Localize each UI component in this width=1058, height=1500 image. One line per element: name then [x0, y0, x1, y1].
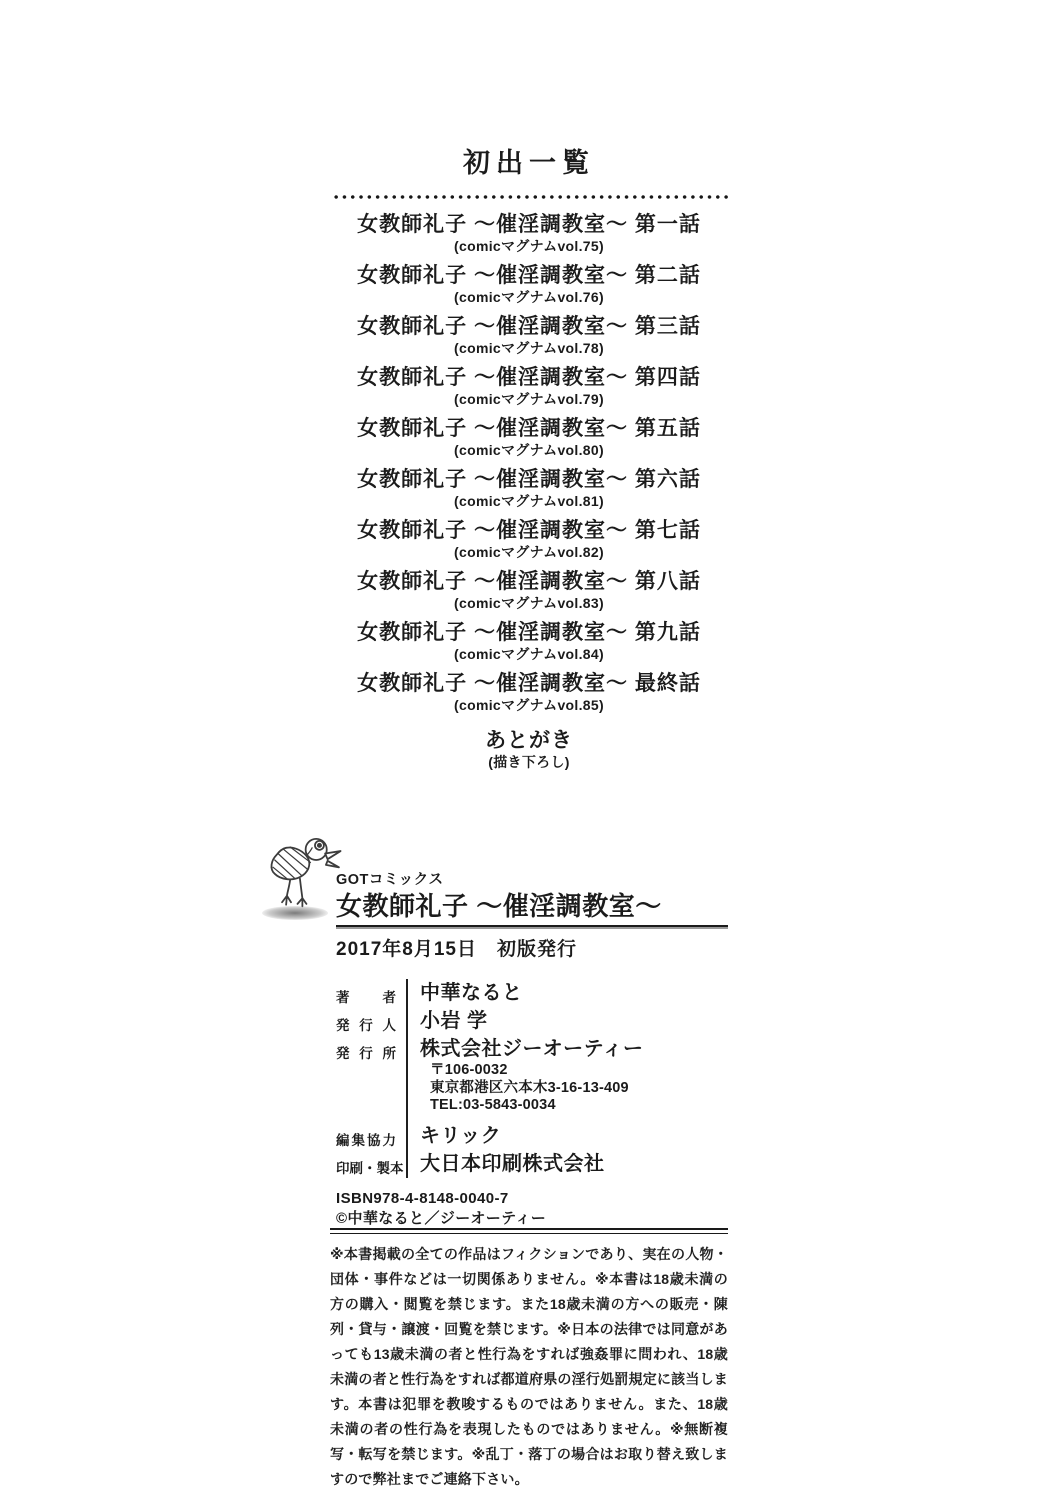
credit-row: [336, 1035, 728, 1122]
isbn-text: ISBN978-4-8148-0040-7: [336, 1189, 509, 1207]
list-item: [330, 364, 728, 407]
credit-label: 著 者: [336, 990, 396, 1005]
credit-row: [336, 1122, 728, 1150]
credit-body: [406, 1007, 728, 1035]
disclaimer-section: [330, 1228, 728, 1492]
credit-value: 大日本印刷株式会社: [420, 1152, 605, 1175]
list-item: [330, 415, 728, 458]
entry-source: (comicマグナムvol.82): [454, 544, 604, 560]
credit-address-line: TEL:03-5843-0034: [430, 1097, 556, 1113]
credit-label: 発 行 所: [336, 1046, 396, 1061]
logo-shadow: [262, 906, 328, 920]
afterword-entry: [330, 727, 728, 770]
entry-title: 女教師礼子 ～催淫調教室～ 最終話: [357, 672, 701, 695]
credit-value: 株式会社ジーオーティー: [420, 1038, 644, 1060]
credit-body: [406, 979, 728, 1007]
credit-value: 小岩 学: [420, 1010, 488, 1032]
entry-title: 女教師礼子 ～催淫調教室～ 第二話: [357, 264, 701, 287]
first-publication-section: [330, 146, 728, 778]
credits-table: [336, 979, 728, 1178]
credit-value: キリック: [420, 1124, 502, 1147]
disclaimer-rule: [330, 1228, 728, 1234]
entry-title: 女教師礼子 ～催淫調教室～ 第九話: [357, 621, 701, 644]
colophon-section: [0, 826, 1058, 1226]
credit-row: [336, 1150, 728, 1178]
entry-title: 女教師礼子 ～催淫調教室～ 第三話: [357, 315, 701, 338]
entry-source: (comicマグナムvol.75): [454, 238, 604, 254]
book-title: 女教師礼子 ～催淫調教室～: [336, 891, 662, 921]
credit-label: 発 行 人: [336, 1018, 396, 1033]
chapter-list: [330, 211, 728, 713]
list-item: [330, 262, 728, 305]
entry-source: (comicマグナムvol.85): [454, 697, 604, 713]
entry-source: (comicマグナムvol.79): [454, 391, 604, 407]
isbn-block: [336, 1189, 728, 1228]
credit-body: [406, 1035, 728, 1122]
entry-title: 女教師礼子 ～催淫調教室～ 第四話: [357, 366, 701, 389]
credit-value: 中華なると: [420, 982, 523, 1004]
credit-row: [336, 979, 728, 1007]
credit-address-line: 東京都港区六本木3-16-13-409: [430, 1079, 629, 1096]
colophon-main: [336, 826, 728, 1228]
entry-source: (comicマグナムvol.80): [454, 442, 604, 458]
entry-source: (comicマグナムvol.83): [454, 595, 604, 611]
title-rule: [336, 925, 728, 929]
entry-title: 女教師礼子 ～催淫調教室～ 第七話: [357, 519, 701, 542]
credit-label: 印 刷 ・ 製 本: [336, 1160, 404, 1176]
afterword-source: (描き下ろし): [488, 754, 570, 770]
page-title: 初出一覧: [463, 148, 595, 178]
credit-body: [406, 1122, 728, 1150]
entry-title: 女教師礼子 ～催淫調教室～ 第五話: [357, 417, 701, 440]
entry-source: (comicマグナムvol.76): [454, 289, 604, 305]
credit-row: [336, 1007, 728, 1035]
dotted-divider: [330, 193, 728, 199]
disclaimer-text: ※本書掲載の全ての作品はフィクションであり、実在の人物・団体・事件などは一切関係ありません。※本書は18歳未満の方の購入・閲覧を禁じます。また18歳未満の方への販売・陳列・貸与・譲渡・回覧を禁じます。※日本の法律では同意があっても13歳未満の者と性行為をすれば強姦罪に問われ、18歳未満の者と性行為をすれば都道府県の淫行処罰規定に該当します。本書は犯罪を教唆するものではありません。また、18歳未満の者の性行為を表現したものではありません。※無断複写・転写を禁じます。※乱丁・落丁の場合はお取り替え致しますので弊社までご連絡下さい。: [330, 1246, 728, 1487]
credit-body: [406, 1150, 728, 1178]
afterword-title: あとがき: [485, 729, 573, 752]
list-item: [330, 466, 728, 509]
list-item: [330, 670, 728, 713]
credit-address-line: 〒106-0032: [430, 1062, 508, 1078]
entry-source: (comicマグナムvol.84): [454, 646, 604, 662]
entry-title: 女教師礼子 ～催淫調教室～ 第一話: [357, 213, 701, 236]
entry-source: (comicマグナムvol.81): [454, 493, 604, 509]
list-item: [330, 517, 728, 560]
issue-date: 2017年8月15日 初版発行: [336, 939, 577, 960]
entry-title: 女教師礼子 ～催淫調教室～ 第八話: [357, 570, 701, 593]
entry-title: 女教師礼子 ～催淫調教室～ 第六話: [357, 468, 701, 491]
list-item: [330, 619, 728, 662]
got-bird-logo-icon: [262, 834, 346, 912]
credit-label: 編 集 協 力: [336, 1132, 396, 1148]
copyright-text: ©中華なると／ジーオーティー: [336, 1209, 547, 1227]
list-item: [330, 568, 728, 611]
list-item: [330, 313, 728, 356]
imprint-label: GOTコミックス: [336, 872, 444, 888]
entry-source: (comicマグナムvol.78): [454, 340, 604, 356]
list-item: [330, 211, 728, 254]
